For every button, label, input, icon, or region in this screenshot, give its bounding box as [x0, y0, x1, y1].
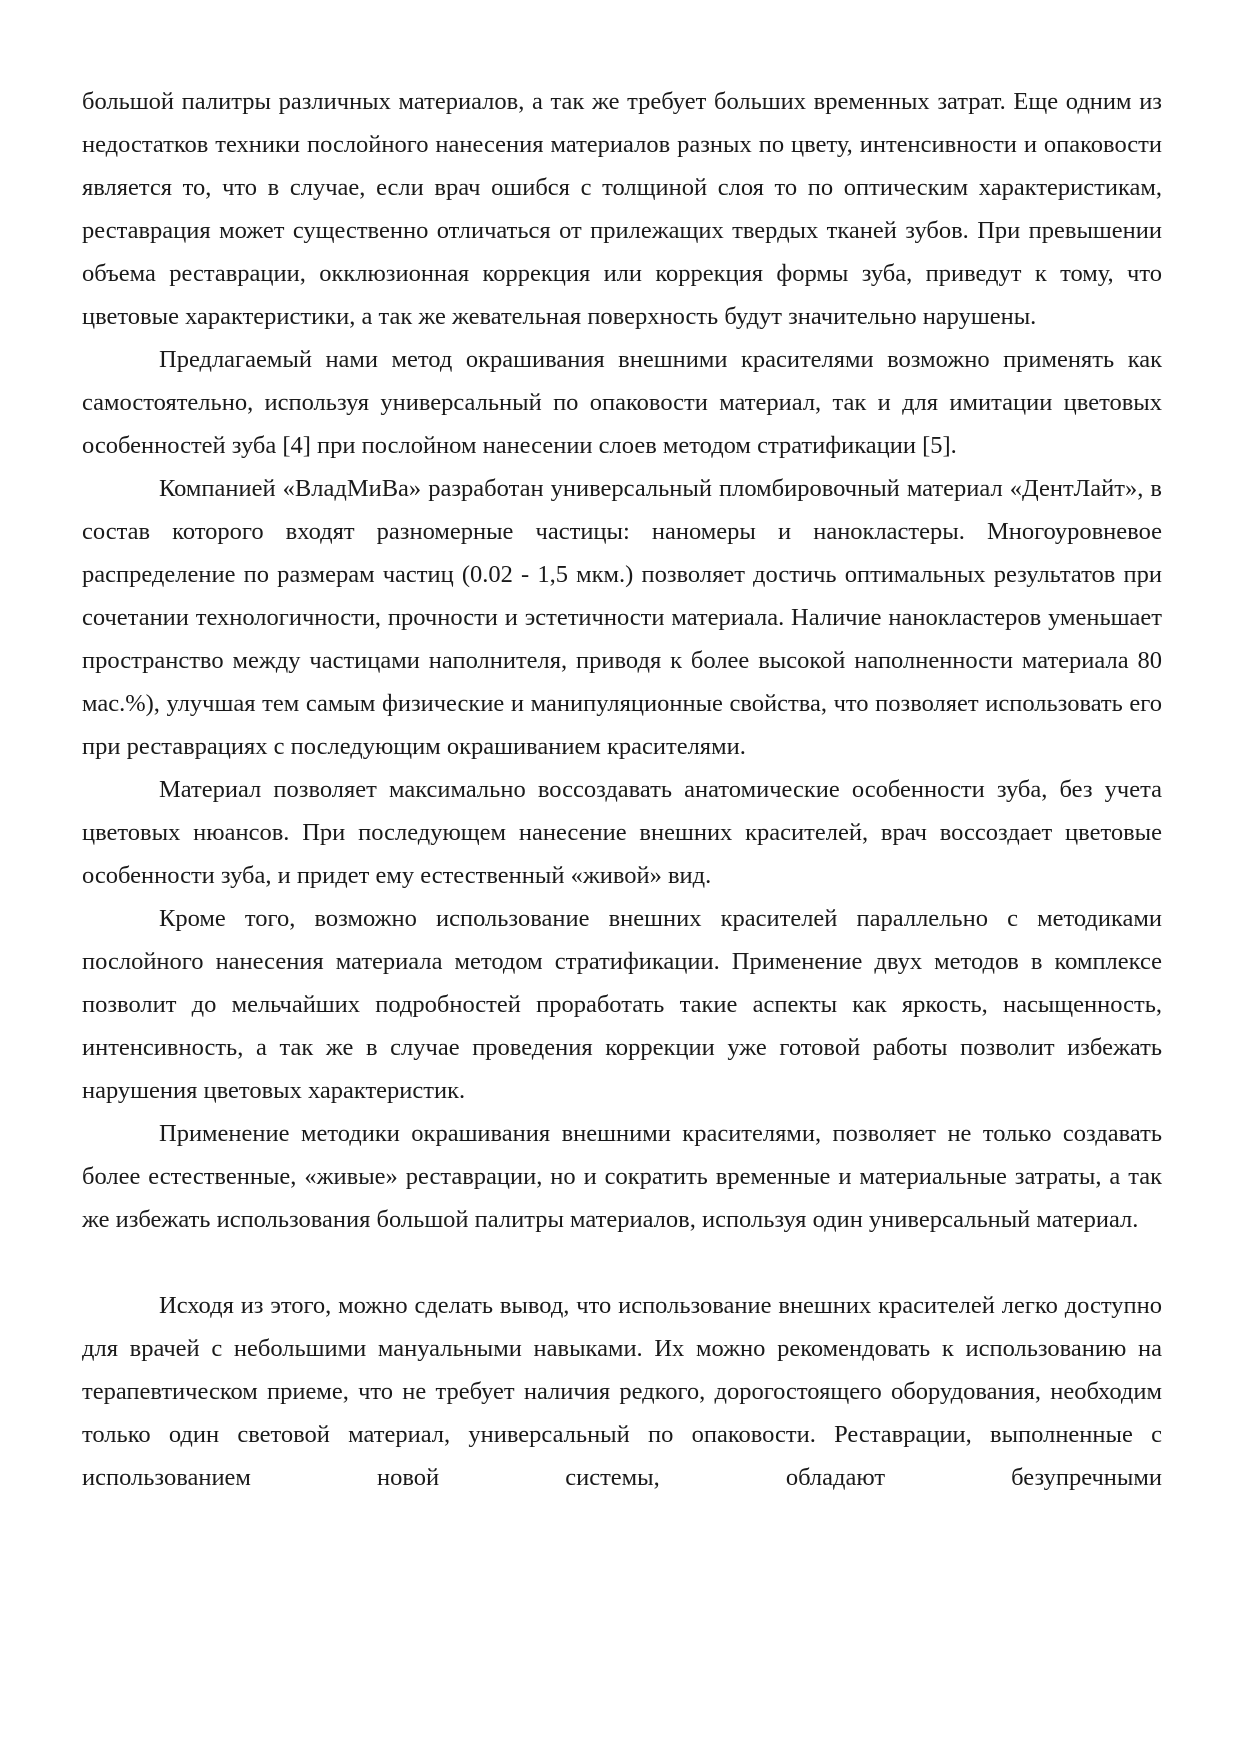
paragraph-6: Применение методики окрашивания внешними красителями, позволяет не только создавать более естественные, «живые» реставрации, но и сократить временные и материальные затраты, а так же избежать использования большой палитры материалов, используя один универсальный материал. — [82, 1120, 1162, 1233]
paragraph-2: Предлагаемый нами метод окрашивания внешними красителями возможно применять как самостоятельно, используя универсальный по опаковости материал, так и для имитации цветовых особенностей зуба [4] при послойном нанесении слоев методом стратификации [5]. — [82, 346, 1162, 459]
paragraph-3: Компанией «ВладМиВа» разработан универсальный пломбировочный материал «ДентЛайт», в состав которого входят разномерные частицы: наномеры и нанокластеры. Многоуровневое распределение по размерам частиц (0.02 - 1,5 мкм.) позволяет достичь оптимальных результатов при сочетании технологичности, прочности и эстетичности материала. Наличие нанокластеров уменьшает пространство между частицами наполнителя, приводя к более высокой наполненности материала 80 мас.%), улучшая тем самым физические и манипуляционные свойства, что позволяет использовать его при реставрациях с последующим окрашиванием красителями. — [82, 475, 1162, 760]
paragraph-7: Исходя из этого, можно сделать вывод, что использование внешних красителей легко доступно для врачей с небольшими мануальными навыками. Их можно рекомендовать к использованию на терапевтическом приеме, что не требует наличия редкого, дорогостоящего оборудования, необходим только один световой материал, универсальный по опаковости. Реставрации, выполненные с использованием новой системы, обладают безупречными — [82, 1292, 1162, 1491]
document-body — [82, 80, 1162, 1499]
paragraph-4: Материал позволяет максимально воссоздавать анатомические особенности зуба, без учета цветовых нюансов. При последующем нанесение внешних красителей, врач воссоздает цветовые особенности зуба, и придет ему естественный «живой» вид. — [82, 776, 1162, 889]
paragraph-1: большой палитры различных материалов, а так же требует больших временных затрат. Еще одним из недостатков техники послойного нанесения материалов разных по цвету, интенсивности и опаковости является то, что в случае, если врач ошибся с толщиной слоя то по оптическим характеристикам, реставрация может существенно отличаться от прилежащих твердых тканей зубов. При превышении объема реставрации, окклюзионная коррекция или коррекция формы зуба, приведут к тому, что цветовые характеристики, а так же жевательная поверхность будут значительно нарушены. — [82, 88, 1162, 330]
paragraph-5: Кроме того, возможно использование внешних красителей параллельно с методиками послойного нанесения материала методом стратификации. Применение двух методов в комплексе позволит до мельчайших подробностей проработать такие аспекты как яркость, насыщенность, интенсивность, а так же в случае проведения коррекции уже готовой работы позволит избежать нарушения цветовых характеристик. — [82, 905, 1162, 1104]
